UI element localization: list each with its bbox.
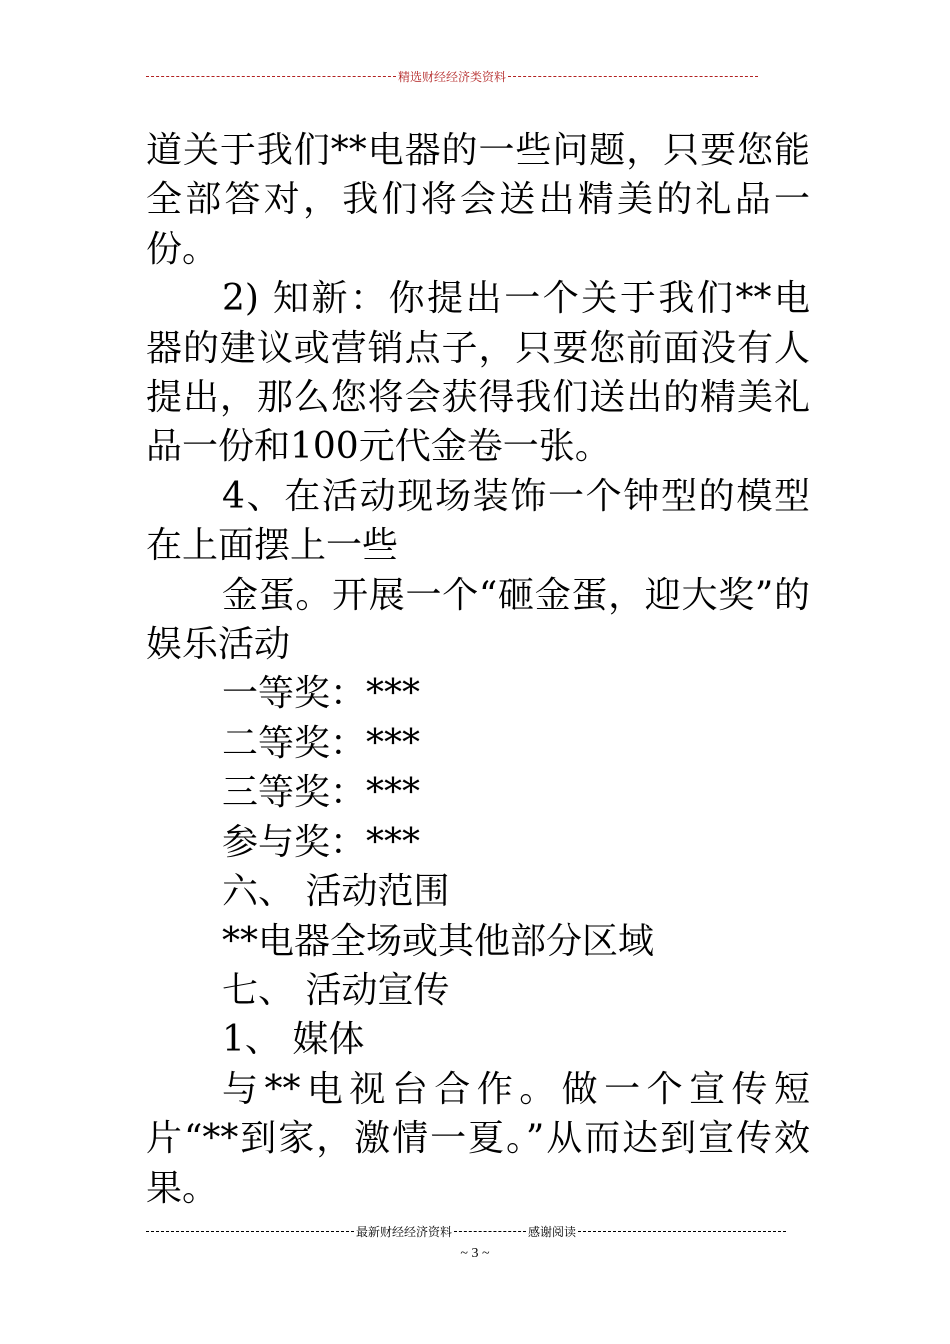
footer-divider-middle (454, 1231, 526, 1232)
prize-line: 二等奖：*** (222, 722, 421, 764)
paragraph: **电器全场或其他部分区域 (222, 920, 655, 962)
paragraph: 2) 知新：你提出一个关于我们**电器的建议或营销点子，只要您前面没有人提出，那么您将会获得我们送出的精美礼品一份和100元代金卷一张。 (146, 278, 810, 468)
page-number: ~ 3 ~ (460, 1246, 490, 1261)
subsection-heading: 1、 媒体 (222, 1019, 365, 1061)
paragraph: 道关于我们**电器的一些问题，只要您能全部答对，我们将会送出精美的礼品一份。 (146, 130, 810, 270)
header-divider-right (508, 76, 758, 77)
paragraph: 4、在活动现场装饰一个钟型的模型在上面摆上一些 (146, 475, 810, 567)
footer-divider-right (578, 1231, 786, 1232)
header-title: 精选财经经济类资料 (398, 69, 507, 84)
page-header (146, 66, 758, 86)
prize-line: 一等奖：*** (222, 673, 421, 715)
header-divider-left (146, 76, 396, 77)
footer-left-label: 最新财经经济资料 (355, 1224, 452, 1239)
document-body (146, 126, 810, 1213)
paragraph: 与**电视台合作。做一个宣传短片“**到家，激情一夏。”从而达到宣传效果。 (146, 1068, 810, 1209)
footer-right-label: 感谢阅读 (528, 1224, 577, 1239)
prize-line: 参与奖：*** (222, 821, 421, 863)
footer-divider-left (146, 1231, 354, 1232)
prize-line: 三等奖：*** (222, 772, 421, 814)
section-heading: 七、 活动宣传 (222, 969, 450, 1011)
page-footer (146, 1221, 786, 1241)
section-heading: 六、 活动范围 (222, 871, 450, 913)
paragraph: 金蛋。开展一个“砸金蛋，迎大奖”的娱乐活动 (146, 574, 810, 666)
